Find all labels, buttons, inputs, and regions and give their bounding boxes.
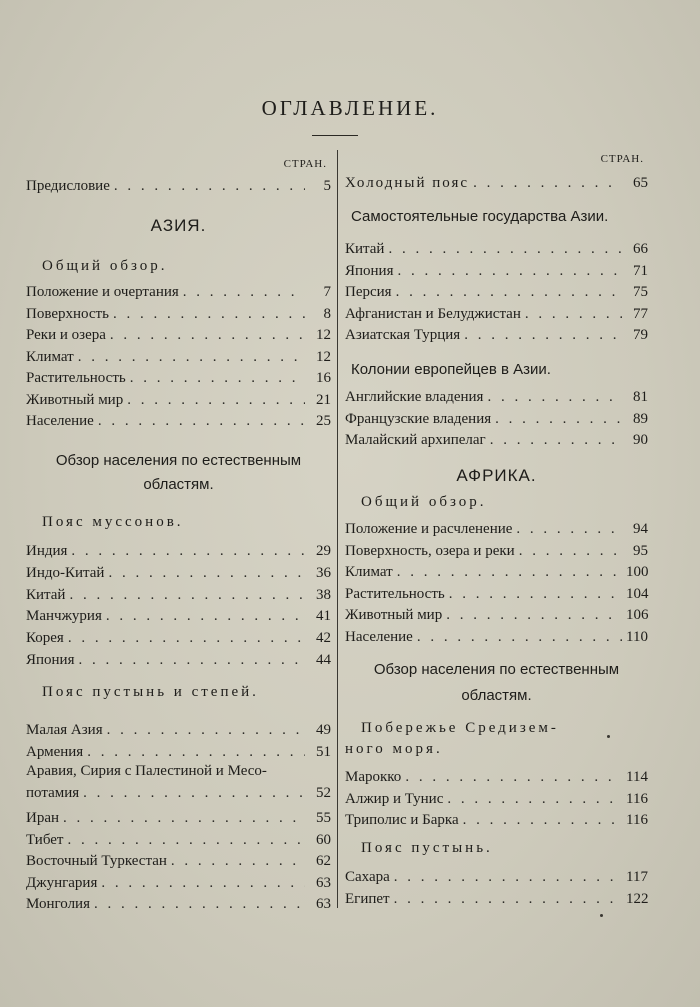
entry-label: Положение и очертания bbox=[26, 284, 179, 300]
entry-page: 12 bbox=[316, 327, 331, 343]
entry-label: Япония bbox=[345, 262, 394, 279]
dot-leader bbox=[397, 563, 622, 581]
entry-label: Растительность bbox=[345, 585, 445, 602]
entry-page: 12 bbox=[316, 348, 331, 365]
dot-leader bbox=[417, 628, 622, 646]
entry-label: Население bbox=[345, 628, 413, 645]
toc-entry bbox=[345, 786, 648, 808]
entry-page: 52 bbox=[316, 785, 331, 801]
paper-speck bbox=[607, 735, 610, 738]
entry-page: 100 bbox=[626, 564, 649, 580]
toc-entry bbox=[26, 538, 331, 560]
entry-label: Индо-Китай bbox=[26, 564, 105, 581]
toc-entry bbox=[26, 805, 331, 827]
toc-entry bbox=[345, 322, 648, 344]
entry-label: Марокко bbox=[345, 769, 402, 785]
toc-entry bbox=[26, 848, 331, 870]
toc-entry bbox=[345, 406, 648, 428]
toc-entry bbox=[26, 365, 331, 387]
entry-label: Армения bbox=[26, 743, 84, 760]
entry-label: Климат bbox=[26, 348, 74, 365]
entry-page: 63 bbox=[316, 896, 331, 912]
entry-page: 104 bbox=[626, 585, 649, 602]
entry-page: 116 bbox=[626, 812, 648, 828]
toc-entry bbox=[345, 559, 648, 581]
entry-label: Холодный пояс bbox=[345, 175, 470, 191]
section-heading: АФРИКА. bbox=[456, 466, 537, 485]
entry-page: 110 bbox=[626, 628, 648, 645]
subsection-heading: Пояс пустынь. bbox=[361, 840, 493, 856]
toc-entry bbox=[26, 603, 331, 625]
entry-page: 38 bbox=[316, 586, 331, 603]
dot-leader bbox=[68, 629, 305, 647]
dot-leader bbox=[388, 240, 622, 258]
entry-label: Население bbox=[26, 413, 94, 429]
toc-entry bbox=[26, 279, 331, 301]
dot-leader bbox=[130, 369, 305, 387]
dot-leader bbox=[487, 388, 622, 406]
toc-entry bbox=[345, 581, 648, 603]
entry-label: Афганистан и Белуджистан bbox=[345, 305, 521, 322]
toc-entry bbox=[26, 582, 331, 604]
entry-page: 65 bbox=[633, 175, 648, 191]
entry-label: Египет bbox=[345, 890, 390, 907]
page-title: ОГЛАВЛЕНИЕ. bbox=[261, 96, 439, 120]
entry-page: 116 bbox=[626, 790, 648, 807]
entry-label: Поверхность bbox=[26, 305, 109, 322]
entry-label: Предисловие bbox=[26, 178, 110, 194]
entry-page: 16 bbox=[316, 370, 331, 386]
toc-entry bbox=[345, 538, 648, 560]
dot-leader bbox=[405, 768, 622, 786]
toc-entry bbox=[26, 647, 331, 669]
dot-leader bbox=[394, 890, 622, 908]
toc-entry bbox=[345, 258, 648, 280]
entry-page: 81 bbox=[633, 389, 648, 405]
toc-entry bbox=[26, 173, 331, 195]
section-heading-line: Обзор населения по естественным bbox=[55, 452, 302, 469]
entry-page: 25 bbox=[316, 413, 331, 429]
paper-speck bbox=[600, 914, 603, 917]
toc-entry bbox=[26, 322, 331, 344]
toc-entry bbox=[345, 427, 648, 449]
toc-entry bbox=[26, 739, 331, 761]
entry-label: Манчжурия bbox=[26, 608, 102, 625]
section-heading: АЗИЯ. bbox=[150, 216, 207, 235]
entry-page: 114 bbox=[626, 769, 648, 785]
subsection-heading-line: ного моря. bbox=[345, 741, 443, 757]
entry-page: 44 bbox=[316, 652, 331, 668]
dot-leader bbox=[67, 831, 305, 849]
dot-leader bbox=[398, 262, 623, 280]
toc-entry bbox=[345, 764, 648, 786]
entry-label: Алжир и Тунис bbox=[345, 790, 444, 807]
toc-entry bbox=[345, 886, 648, 908]
toc-entry bbox=[345, 516, 648, 538]
entry-page: 89 bbox=[633, 410, 648, 427]
entry-label: Растительность bbox=[26, 370, 126, 386]
entry-label: Джунгария bbox=[26, 874, 98, 891]
entry-page: 106 bbox=[626, 607, 649, 623]
entry-label: Восточный Туркестан bbox=[26, 853, 167, 869]
toc-entry bbox=[26, 625, 331, 647]
toc-entry bbox=[26, 891, 331, 913]
dot-leader bbox=[463, 811, 622, 829]
dot-leader bbox=[79, 651, 306, 669]
entry-page: 51 bbox=[316, 743, 331, 760]
entry-label: Французские владения bbox=[345, 410, 492, 427]
toc-entry bbox=[26, 870, 331, 892]
entry-label: Китай bbox=[345, 241, 385, 257]
dot-leader bbox=[519, 542, 622, 560]
toc-entry bbox=[26, 780, 331, 802]
dot-leader bbox=[394, 868, 622, 886]
dot-leader bbox=[63, 809, 305, 827]
entry-page: 7 bbox=[323, 284, 331, 300]
entry-page: 36 bbox=[316, 564, 331, 581]
entry-page: 75 bbox=[633, 284, 648, 300]
toc-entry bbox=[26, 717, 331, 739]
dot-leader bbox=[127, 391, 305, 409]
entry-label: Животный мир bbox=[26, 391, 124, 408]
dot-leader bbox=[110, 326, 305, 344]
toc-entry bbox=[345, 624, 648, 646]
dot-leader bbox=[525, 305, 622, 323]
entry-page: 117 bbox=[626, 869, 648, 885]
dot-leader bbox=[113, 305, 305, 323]
dot-leader bbox=[71, 542, 305, 560]
entry-page: 66 bbox=[633, 241, 648, 257]
entry-page: 79 bbox=[633, 327, 648, 343]
toc-entry bbox=[345, 301, 648, 323]
entry-page: 122 bbox=[626, 890, 649, 907]
section-heading-line: Обзор населения по естественным bbox=[373, 661, 620, 678]
entry-label: Положение и расчленение bbox=[345, 521, 513, 537]
entry-page: 42 bbox=[316, 630, 331, 647]
entry-page: 95 bbox=[633, 542, 648, 559]
toc-entry bbox=[345, 864, 648, 886]
entry-label: Персия bbox=[345, 284, 392, 300]
toc-entry bbox=[345, 236, 648, 258]
entry-page: 90 bbox=[633, 432, 648, 448]
dot-leader bbox=[87, 743, 305, 761]
toc-entry bbox=[26, 560, 331, 582]
entry-page: 55 bbox=[316, 810, 331, 826]
dot-leader bbox=[106, 607, 305, 625]
entry-page: 29 bbox=[316, 543, 331, 559]
toc-entry bbox=[26, 344, 331, 366]
entry-label: Поверхность, озера и реки bbox=[345, 542, 515, 559]
toc-entry bbox=[26, 301, 331, 323]
entry-label: Сахара bbox=[345, 869, 390, 885]
dot-leader bbox=[447, 790, 622, 808]
dot-leader bbox=[464, 326, 622, 344]
toc-entry bbox=[345, 807, 648, 829]
dot-leader bbox=[114, 177, 305, 195]
section-heading-line: областям. bbox=[461, 687, 532, 704]
entry-label: Животный мир bbox=[345, 607, 443, 623]
subsection-heading: Пояс муссонов. bbox=[42, 514, 184, 530]
entry-page: 49 bbox=[316, 722, 331, 738]
page-column-label: СТРАН. bbox=[283, 158, 327, 170]
entry-page: 77 bbox=[633, 305, 648, 322]
toc-entry bbox=[345, 384, 648, 406]
section-heading: Самостоятельные государства Азии. bbox=[351, 208, 609, 225]
dot-leader bbox=[78, 348, 305, 366]
entry-page: 8 bbox=[323, 305, 331, 322]
toc-entry bbox=[26, 387, 331, 409]
subsection-heading: Общий обзор. bbox=[361, 494, 487, 510]
entry-label: Азиатская Турция bbox=[345, 327, 461, 343]
toc-entry bbox=[26, 408, 331, 430]
entry-page: 62 bbox=[316, 853, 331, 869]
column-divider bbox=[337, 150, 338, 908]
toc-entry-line: Аравия, Сирия с Палестиной и Месо- bbox=[26, 763, 267, 779]
section-heading-line: областям. bbox=[143, 476, 214, 493]
toc-entry bbox=[345, 170, 648, 192]
entry-label: потамия bbox=[26, 785, 80, 801]
toc-entry bbox=[345, 602, 648, 624]
entry-label: Реки и озера bbox=[26, 327, 106, 343]
dot-leader bbox=[69, 586, 305, 604]
entry-page: 21 bbox=[316, 391, 331, 408]
dot-leader bbox=[490, 431, 622, 449]
entry-label: Япония bbox=[26, 652, 75, 668]
entry-label: Триполис и Барка bbox=[345, 812, 459, 828]
page-column-label: СТРАН. bbox=[600, 153, 644, 165]
entry-label: Индия bbox=[26, 543, 68, 559]
entry-label: Малайский архипелаг bbox=[345, 432, 486, 448]
dot-leader bbox=[516, 520, 622, 538]
dot-leader bbox=[171, 852, 305, 870]
entry-label: Малая Азия bbox=[26, 722, 103, 738]
dot-leader bbox=[108, 564, 305, 582]
entry-page: 63 bbox=[316, 874, 331, 891]
entry-label: Климат bbox=[345, 564, 393, 580]
dot-leader bbox=[473, 174, 622, 192]
entry-page: 60 bbox=[316, 831, 331, 848]
dot-leader bbox=[107, 721, 305, 739]
dot-leader bbox=[98, 412, 305, 430]
entry-page: 94 bbox=[633, 521, 648, 537]
section-heading: Колонии европейцев в Азии. bbox=[351, 361, 551, 378]
entry-label: Английские владения bbox=[345, 389, 484, 405]
dot-leader bbox=[101, 874, 305, 892]
entry-page: 41 bbox=[316, 608, 331, 625]
dot-leader bbox=[83, 784, 305, 802]
entry-label: Иран bbox=[26, 810, 60, 826]
toc-entry bbox=[26, 827, 331, 849]
dot-leader bbox=[94, 895, 305, 913]
dot-leader bbox=[495, 410, 622, 428]
dot-leader bbox=[449, 585, 622, 603]
title-rule bbox=[312, 135, 358, 136]
entry-label: Монголия bbox=[26, 896, 90, 912]
entry-label: Тибет bbox=[26, 831, 64, 848]
entry-page: 71 bbox=[633, 262, 648, 279]
dot-leader bbox=[446, 606, 622, 624]
dot-leader bbox=[396, 283, 622, 301]
toc-entry bbox=[345, 279, 648, 301]
subsection-heading-line: Побережье Средизем- bbox=[361, 720, 559, 736]
entry-label: Китай bbox=[26, 586, 66, 603]
dot-leader bbox=[183, 283, 305, 301]
subsection-heading: Общий обзор. bbox=[42, 258, 168, 274]
entry-page: 5 bbox=[323, 178, 331, 194]
subsection-heading: Пояс пустынь и степей. bbox=[42, 684, 259, 700]
entry-label: Корея bbox=[26, 630, 64, 647]
